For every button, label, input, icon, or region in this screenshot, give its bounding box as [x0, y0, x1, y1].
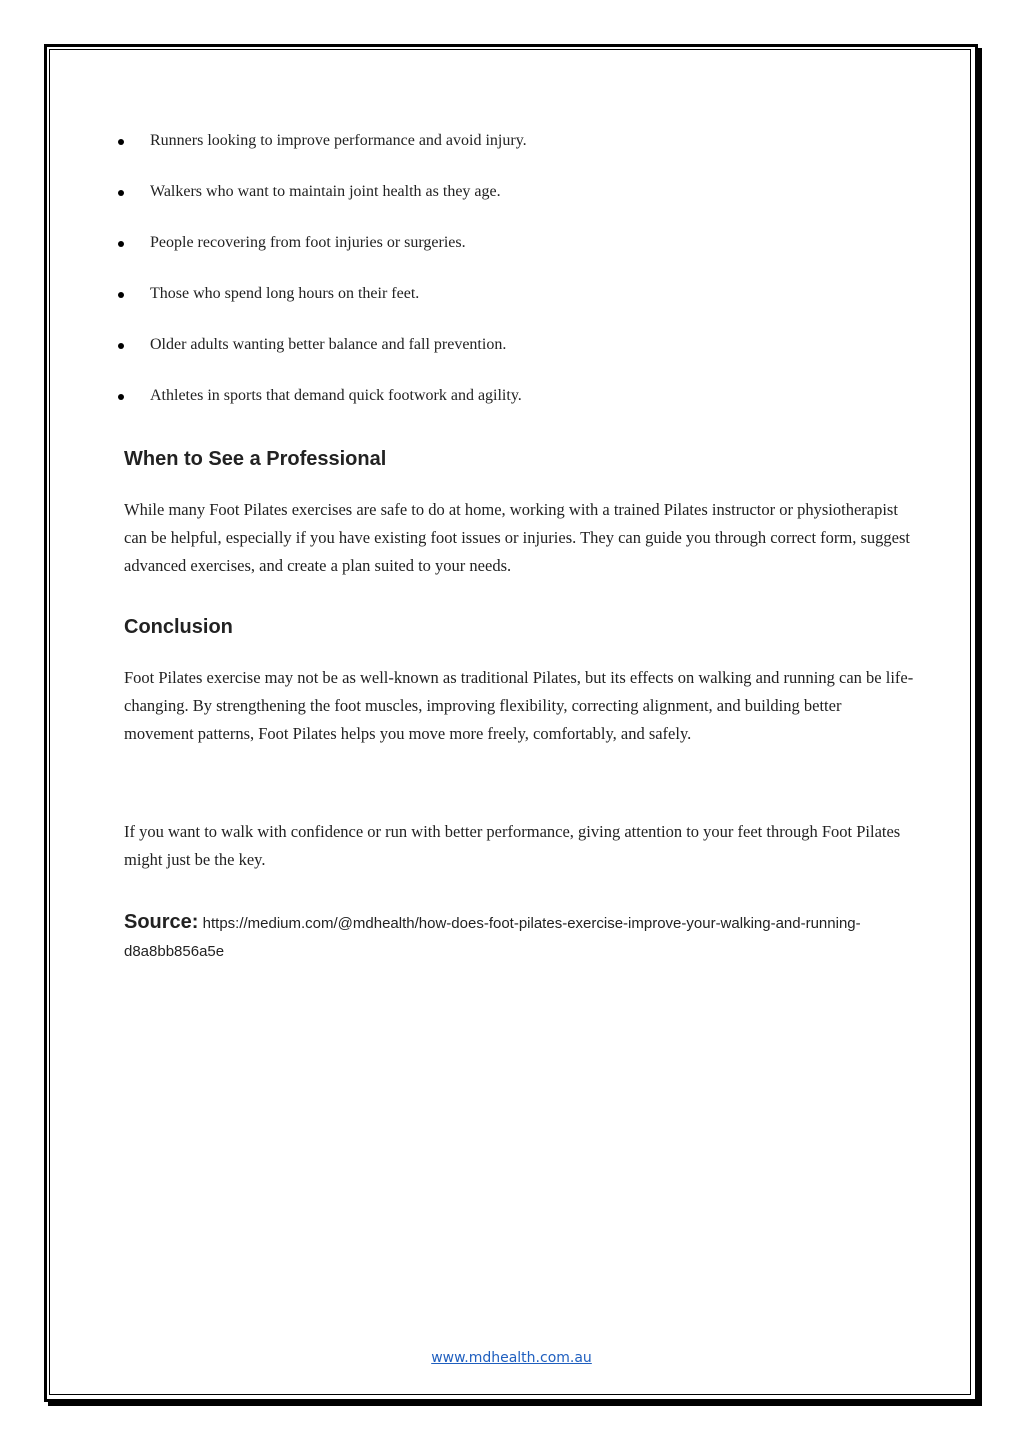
list-item: [124, 281, 914, 332]
bullet-icon: [118, 292, 124, 298]
heading-when-to-see-professional: When to See a Professional: [124, 448, 387, 470]
paragraph-professional: While many Foot Pilates exercises are safe to do at home, working with a trained Pilates instructor or physiotherapist can be helpful, especially if you have existing foot issues or injuries. They can guide you through correct form, suggest advanced exercises, and create a plan suited to your needs.: [124, 500, 910, 575]
list-item-text: Runners looking to improve performance and avoid injury.: [150, 132, 527, 149]
bullet-icon: [118, 343, 124, 349]
source-url: https://medium.com/@mdhealth/how-does-foot-pilates-exercise-improve-your-walking-and-running-d8a8bb856a5e: [124, 915, 861, 960]
source-citation: [124, 908, 914, 966]
bullet-icon: [118, 241, 124, 247]
source-label: Source:: [124, 911, 199, 933]
list-item: [124, 230, 914, 281]
heading-conclusion: Conclusion: [124, 616, 233, 638]
paragraph-conclusion-1: Foot Pilates exercise may not be as well-known as traditional Pilates, but its effects on walking and running can be life-changing. By strengthening the foot muscles, improving flexibility, correcting alignment, and building better movement patterns, Foot Pilates helps you move more freely, comfortably, and safely.: [124, 668, 914, 743]
list-item: [124, 332, 914, 383]
list-item: [124, 128, 914, 179]
bullet-icon: [118, 394, 124, 400]
footer-website-link[interactable]: www.mdhealth.com.au: [431, 1350, 592, 1366]
bullet-icon: [118, 190, 124, 196]
list-item-text: Older adults wanting better balance and fall prevention.: [150, 336, 507, 353]
bullet-icon: [118, 139, 124, 145]
list-item-text: Athletes in sports that demand quick footwork and agility.: [150, 387, 522, 404]
list-item-text: Walkers who want to maintain joint health as they age.: [150, 183, 501, 200]
paragraph-conclusion-2: If you want to walk with confidence or run with better performance, giving attention to your feet through Foot Pilates might just be the key.: [124, 822, 901, 869]
list-item-text: Those who spend long hours on their feet.: [150, 285, 420, 302]
list-item-text: People recovering from foot injuries or surgeries.: [150, 234, 466, 251]
list-item: [124, 383, 914, 434]
list-item: [124, 179, 914, 230]
bullet-list: [124, 128, 914, 434]
